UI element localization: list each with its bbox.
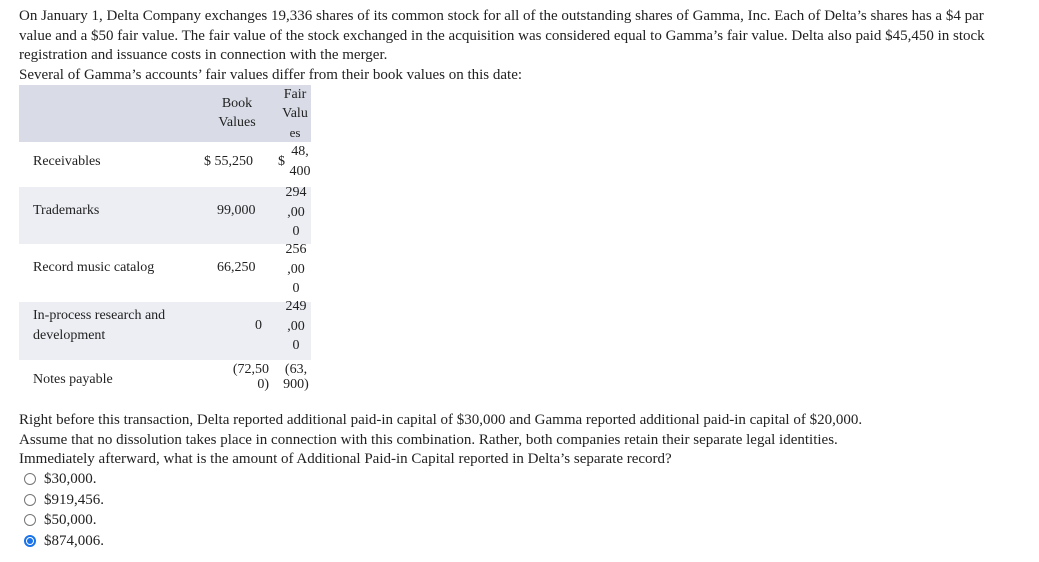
radio-button[interactable]: [24, 473, 36, 485]
row-label: In-process research and development: [33, 308, 166, 343]
dollar-sign: $: [278, 154, 285, 169]
intro-paragraph-2: Several of Gamma’s accounts’ fair values differ from their book values on this date:: [19, 66, 523, 83]
row-label: Receivables: [33, 154, 101, 169]
body-paragraph-2: Assume that no dissolution takes place in connection with this combination. Rather, both companies retain their separate legal identities.: [19, 431, 838, 448]
question-intro: [19, 7, 1019, 85]
table-row: [19, 187, 311, 244]
radio-button[interactable]: [24, 535, 36, 547]
book-value: 0: [255, 318, 262, 333]
table-row: [19, 299, 311, 360]
row-label: Record music catalog: [33, 260, 155, 275]
fair-value: 48, 400: [289, 144, 311, 179]
table-row: [19, 360, 311, 404]
book-value: $ 55,250: [204, 154, 253, 169]
answer-option-1[interactable]: [24, 469, 104, 490]
fair-value: 256 ,00 0: [285, 242, 307, 296]
answer-option-4[interactable]: [24, 531, 104, 552]
fair-values-header: Fair Valu es: [282, 87, 308, 140]
option-label[interactable]: $874,006.: [44, 532, 104, 549]
fair-value: 294 ,00 0: [285, 185, 307, 239]
option-label[interactable]: $919,456.: [44, 491, 104, 508]
book-value: 66,250: [217, 260, 256, 275]
body-paragraph: Right before this transaction, Delta reported additional paid-in capital of $30,000 and Gamma reported additional paid-in capital of $20,000.: [19, 412, 863, 428]
answer-option-3[interactable]: [24, 510, 104, 531]
book-values-header: Book Values: [218, 96, 256, 130]
table-header: [19, 85, 311, 142]
radio-button[interactable]: [24, 494, 36, 506]
table-row: [19, 244, 311, 302]
answer-option-2[interactable]: [24, 490, 104, 511]
book-value: (72,50 0): [232, 362, 269, 392]
fair-value: 249 ,00 0: [285, 299, 307, 353]
option-label[interactable]: $30,000.: [44, 471, 97, 487]
fair-value: (63, 900): [283, 362, 309, 392]
question-prompt: Immediately afterward, what is the amount of Additional Paid-in Capital reported in Delta’s separate record?: [19, 451, 672, 467]
radio-button[interactable]: [24, 514, 36, 526]
fair-value-table: [19, 85, 311, 404]
intro-paragraph: On January 1, Delta Company exchanges 19,336 shares of its common stock for all of the outstanding shares of Gamma, Inc. Each of Delta’s shares has a $4 par value and a $50 fair value. The fair value of the stock exchanged in the acquisition was considered equal to Gamma’s fair value. Delta also paid $45,450 in stock registration and issuance costs in connection with the merger.: [19, 8, 985, 63]
table-row: [19, 144, 311, 187]
book-value: 99,000: [217, 203, 256, 218]
option-label[interactable]: $50,000.: [44, 512, 97, 528]
answer-options: [24, 469, 104, 551]
row-label: Trademarks: [33, 203, 100, 218]
question-body: [19, 411, 1029, 470]
row-label: Notes payable: [33, 372, 113, 387]
